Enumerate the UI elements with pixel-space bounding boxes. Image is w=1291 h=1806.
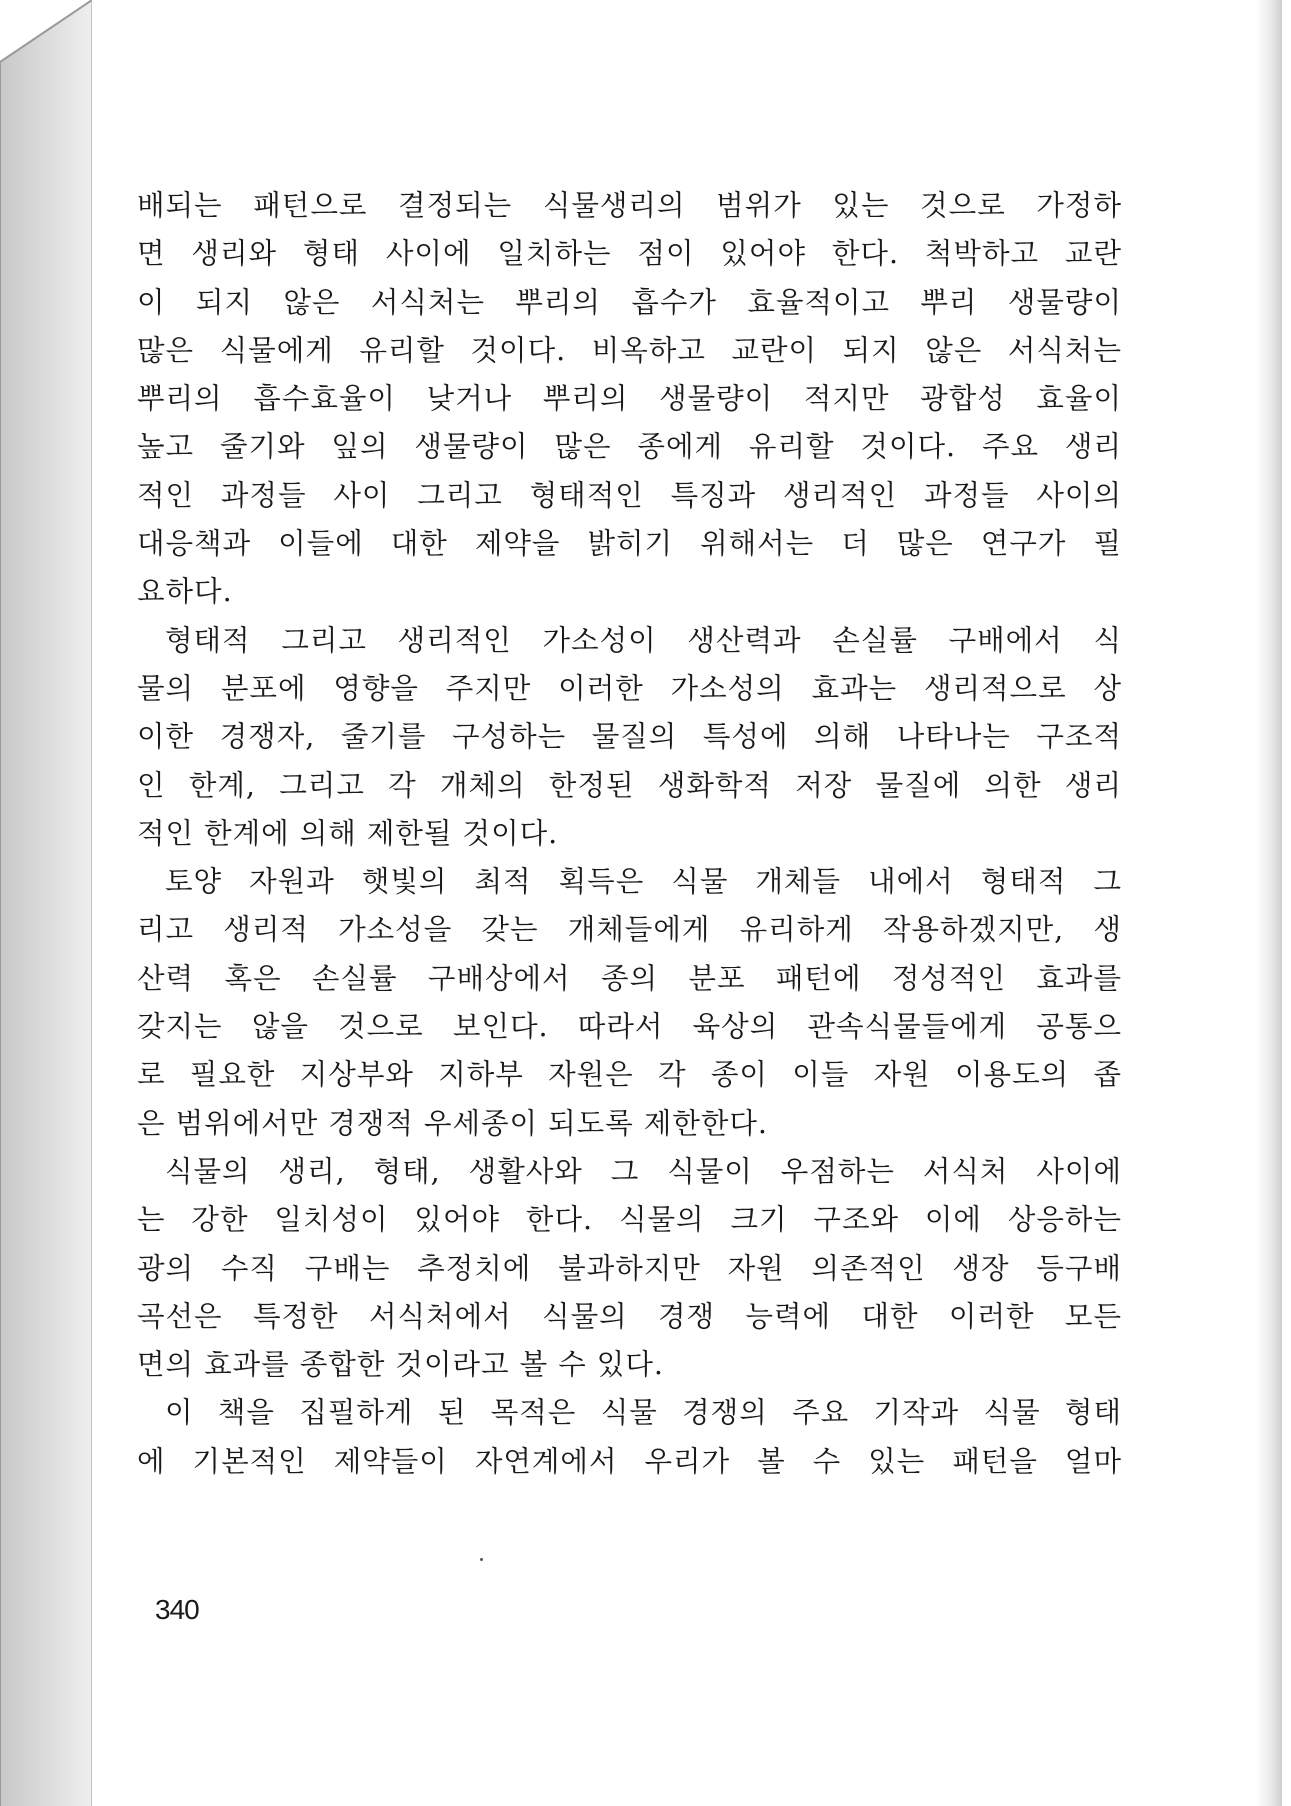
text-line: 는 강한 일치성이 있어야 한다. 식물의 크기 구조와 이에 상응하는 bbox=[137, 1203, 1122, 1237]
text-line: 산력 혹은 손실률 구배상에서 종의 분포 패턴에 정성적인 효과를 bbox=[137, 961, 1122, 995]
body-text bbox=[137, 182, 1122, 1486]
page-number: 340 bbox=[155, 1594, 199, 1625]
text-line: 물의 분포에 영향을 주지만 이러한 가소성의 효과는 생리적으로 상 bbox=[137, 671, 1122, 705]
text-line: 갖지는 않을 것으로 보인다. 따라서 육상의 관속식물들에게 공통으 bbox=[137, 1010, 1122, 1044]
text-line: 토양 자원과 햇빛의 최적 획득은 식물 개체들 내에서 형태적 그 bbox=[165, 865, 1122, 899]
text-line: 광의 수직 구배는 추정치에 불과하지만 자원 의존적인 생장 등구배 bbox=[137, 1251, 1122, 1285]
text-line: 식물의 생리, 형태, 생활사와 그 식물이 우점하는 서식처 사이에 bbox=[165, 1154, 1122, 1188]
page-edge-shadow bbox=[1256, 0, 1282, 1806]
text-line: 리고 생리적 가소성을 갖는 개체들에게 유리하게 작용하겠지만, 생 bbox=[137, 913, 1122, 947]
text-line: 로 필요한 지상부와 지하부 자원은 각 종이 이들 자원 이용도의 좁 bbox=[137, 1058, 1122, 1092]
text-line: 곡선은 특정한 서식처에서 식물의 경쟁 능력에 대한 이러한 모든 bbox=[137, 1299, 1122, 1333]
text-line: 면 생리와 형태 사이에 일치하는 점이 있어야 한다. 척박하고 교란 bbox=[137, 237, 1122, 271]
stray-dot bbox=[480, 1558, 483, 1561]
text-line: 높고 줄기와 잎의 생물량이 많은 종에게 유리할 것이다. 주요 생리 bbox=[137, 430, 1122, 464]
text-line: 형태적 그리고 생리적인 가소성이 생산력과 손실률 구배에서 식 bbox=[165, 623, 1122, 657]
text-line: 요하다. bbox=[137, 575, 233, 609]
text-line: 이한 경쟁자, 줄기를 구성하는 물질의 특성에 의해 나타나는 구조적 bbox=[137, 720, 1122, 754]
text-line: 인 한계, 그리고 각 개체의 한정된 생화학적 저장 물질에 의한 생리 bbox=[137, 768, 1122, 802]
text-line: 은 범위에서만 경쟁적 우세종이 되도록 제한한다. bbox=[137, 1106, 768, 1140]
text-line: 적인 과정들 사이 그리고 형태적인 특징과 생리적인 과정들 사이의 bbox=[137, 478, 1122, 512]
text-line: 많은 식물에게 유리할 것이다. 비옥하고 교란이 되지 않은 서식처는 bbox=[137, 333, 1122, 367]
text-line: 에 기본적인 제약들이 자연계에서 우리가 볼 수 있는 패턴을 얼마 bbox=[137, 1444, 1122, 1478]
text-line: 적인 한계에 의해 제한될 것이다. bbox=[137, 816, 559, 850]
text-line: 면의 효과를 종합한 것이라고 볼 수 있다. bbox=[137, 1348, 664, 1382]
text-line: 대응책과 이들에 대한 제약을 밝히기 위해서는 더 많은 연구가 필 bbox=[137, 527, 1122, 561]
text-line: 이 되지 않은 서식처는 뿌리의 흡수가 효율적이고 뿌리 생물량이 bbox=[137, 285, 1122, 319]
text-line: 뿌리의 흡수효율이 낮거나 뿌리의 생물량이 적지만 광합성 효율이 bbox=[137, 382, 1122, 416]
text-line: 배되는 패턴으로 결정되는 식물생리의 범위가 있는 것으로 가정하 bbox=[137, 189, 1122, 222]
text-line: 이 책을 집필하게 된 목적은 식물 경쟁의 주요 기작과 식물 형태 bbox=[165, 1396, 1122, 1430]
